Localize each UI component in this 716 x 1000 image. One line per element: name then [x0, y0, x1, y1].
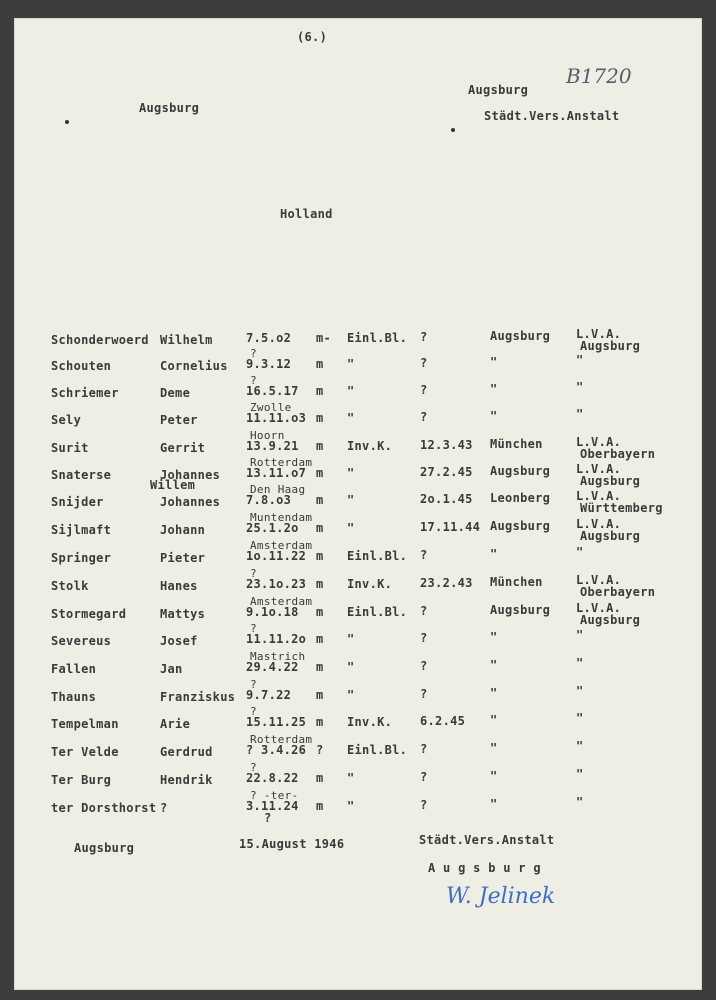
birth-date-cell: 29.4.22: [246, 660, 299, 674]
document-cell: Inv.K.: [347, 715, 393, 729]
document-cell: ": [347, 411, 355, 425]
surname-cell: Surit: [51, 441, 89, 455]
sex-cell: m: [316, 521, 324, 535]
date-cell: ?: [420, 548, 428, 562]
birth-place-cell: Rotterdam: [250, 733, 313, 746]
given-name-cell: Johannes: [160, 468, 221, 482]
sex-cell: m-: [316, 331, 332, 345]
birth-place-cell: ?: [250, 705, 257, 718]
sex-cell: m: [316, 411, 324, 425]
birth-place-cell: Hoorn: [250, 429, 285, 442]
document-cell: Inv.K.: [347, 439, 393, 453]
insurer-cell: ": [576, 767, 584, 781]
sex-cell: m: [316, 439, 324, 453]
city-cell: ": [490, 797, 498, 811]
document-cell: Einl.Bl.: [347, 549, 408, 563]
date-cell: 17.11.44: [420, 520, 481, 534]
city-cell: München: [490, 575, 543, 589]
archive-number: B1720: [566, 64, 632, 88]
given-name-cell: Josef: [160, 634, 198, 648]
sex-cell: ?: [316, 743, 324, 757]
surname-cell: Sijlmaft: [51, 523, 112, 537]
insurer-cell: ": [576, 711, 584, 725]
birth-place-cell: Den Haag: [250, 483, 306, 496]
document-cell: ": [347, 771, 355, 785]
insurer-cell: ": [576, 380, 584, 394]
given-name-cell: Gerrit: [160, 441, 206, 455]
given-name-cell: Gerdrud: [160, 745, 213, 759]
document-cell: ": [347, 384, 355, 398]
birth-date-cell: 7.5.o2: [246, 331, 292, 345]
trailing-mark: ?: [264, 811, 272, 825]
punch-dot: [65, 120, 69, 124]
insurer-cell: L.V.A.: [576, 327, 622, 341]
insurer-cell: ": [576, 628, 584, 642]
date-cell: ?: [420, 604, 428, 618]
birth-date-cell: 3.11.24: [246, 799, 299, 813]
insurer-region-cell: Augsburg: [580, 474, 641, 488]
birth-place-cell: Amsterdam: [250, 595, 313, 608]
given-name-cell: Deme: [160, 386, 191, 400]
date-cell: ?: [420, 742, 428, 756]
date-cell: ?: [420, 383, 428, 397]
signature: W. Jelinek: [446, 884, 556, 909]
insurer-cell: ": [576, 353, 584, 367]
birth-date-cell: 11.11.2o: [246, 632, 307, 646]
sex-cell: m: [316, 384, 324, 398]
insurer-cell: ": [576, 684, 584, 698]
birth-place-cell: ?: [250, 374, 257, 387]
birth-date-cell: 13.9.21: [246, 439, 299, 453]
sex-cell: m: [316, 688, 324, 702]
birth-date-cell: 25.1.2o: [246, 521, 299, 535]
sex-cell: m: [316, 549, 324, 563]
city-cell: München: [490, 437, 543, 451]
surname-cell: Schouten: [51, 359, 112, 373]
document-cell: ": [347, 521, 355, 535]
header-left-city: Augsburg: [139, 101, 200, 115]
sex-cell: m: [316, 799, 324, 813]
given-name-cell: ?: [160, 801, 168, 815]
insurer-region-cell: Augsburg: [580, 529, 641, 543]
date-cell: 6.2.45: [420, 714, 466, 728]
given-name-cell: Johann: [160, 523, 206, 537]
sex-cell: m: [316, 357, 324, 371]
surname-cell: Snijder: [51, 495, 104, 509]
document-cell: Einl.Bl.: [347, 743, 408, 757]
given-name-cell: Hendrik: [160, 773, 213, 787]
birth-date-cell: 7.8.o3: [246, 493, 292, 507]
city-cell: ": [490, 686, 498, 700]
surname-cell: Sely: [51, 413, 82, 427]
insurer-cell: L.V.A.: [576, 462, 622, 476]
birth-place-cell: ? -ter-: [250, 789, 299, 802]
surname-cell: Fallen: [51, 662, 97, 676]
birth-place-cell: Muntendam: [250, 511, 313, 524]
document-cell: Einl.Bl.: [347, 331, 408, 345]
insurer-cell: L.V.A.: [576, 517, 622, 531]
document-cell: ": [347, 493, 355, 507]
punch-dot: [451, 128, 455, 132]
insurer-region-cell: Augsburg: [580, 613, 641, 627]
surname-cell: Snaterse: [51, 468, 112, 482]
birth-place-cell: Rotterdam: [250, 456, 313, 469]
date-cell: ?: [420, 330, 428, 344]
given-name-cell: Hanes: [160, 579, 198, 593]
birth-place-cell: ?: [250, 622, 257, 635]
city-cell: ": [490, 713, 498, 727]
insurer-cell: ": [576, 739, 584, 753]
document-cell: ": [347, 632, 355, 646]
given-name-cell: Peter: [160, 413, 198, 427]
surname-cell: Stormegard: [51, 607, 127, 621]
given-name-cell: Jan: [160, 662, 183, 676]
surname-cell: ter Dorsthorst: [51, 801, 157, 815]
sex-cell: m: [316, 715, 324, 729]
page-number: (6.): [297, 30, 328, 44]
city-cell: ": [490, 658, 498, 672]
sex-cell: m: [316, 577, 324, 591]
birth-date-cell: 9.1o.18: [246, 605, 299, 619]
surname-cell: Schriemer: [51, 386, 119, 400]
city-cell: ": [490, 630, 498, 644]
footer-institution-city: A u g s b u r g: [428, 861, 541, 875]
surname-cell: Tempelman: [51, 717, 119, 731]
city-cell: Augsburg: [490, 519, 551, 533]
date-cell: ?: [420, 356, 428, 370]
birth-place-cell: ?: [250, 678, 257, 691]
date-cell: ?: [420, 687, 428, 701]
city-cell: ": [490, 547, 498, 561]
document-cell: ": [347, 799, 355, 813]
birth-date-cell: 1o.11.22: [246, 549, 307, 563]
birth-place-cell: ?: [250, 761, 257, 774]
insurer-cell: ": [576, 545, 584, 559]
sex-cell: m: [316, 632, 324, 646]
city-cell: Augsburg: [490, 603, 551, 617]
given-name-cell: Franziskus: [160, 690, 236, 704]
date-cell: 27.2.45: [420, 465, 473, 479]
given-name-extra-cell: Willem: [150, 478, 196, 492]
birth-place-cell: Amsterdam: [250, 539, 313, 552]
given-name-cell: Pieter: [160, 551, 206, 565]
surname-cell: Severeus: [51, 634, 112, 648]
given-name-cell: Cornelius: [160, 359, 228, 373]
birth-date-cell: 23.1o.23: [246, 577, 307, 591]
given-name-cell: Johannes: [160, 495, 221, 509]
footer-institution: Städt.Vers.Anstalt: [419, 833, 555, 847]
document-page: [14, 18, 702, 990]
birth-date-cell: ? 3.4.26: [246, 743, 307, 757]
document-cell: Inv.K.: [347, 577, 393, 591]
city-cell: ": [490, 355, 498, 369]
insurer-region-cell: Oberbayern: [580, 585, 656, 599]
surname-cell: Thauns: [51, 690, 97, 704]
insurer-cell: L.V.A.: [576, 435, 622, 449]
birth-place-cell: ?: [250, 347, 257, 360]
surname-cell: Springer: [51, 551, 112, 565]
sex-cell: m: [316, 466, 324, 480]
surname-cell: Stolk: [51, 579, 89, 593]
insurer-region-cell: Augsburg: [580, 339, 641, 353]
sex-cell: m: [316, 660, 324, 674]
footer-city: Augsburg: [74, 841, 135, 855]
document-cell: ": [347, 357, 355, 371]
birth-date-cell: 9.3.12: [246, 357, 292, 371]
city-cell: Augsburg: [490, 329, 551, 343]
header-right-city: Augsburg: [468, 83, 529, 97]
date-cell: ?: [420, 659, 428, 673]
sex-cell: m: [316, 493, 324, 507]
city-cell: Leonberg: [490, 491, 551, 505]
birth-date-cell: 11.11.o3: [246, 411, 307, 425]
date-cell: 2o.1.45: [420, 492, 473, 506]
document-cell: ": [347, 660, 355, 674]
given-name-cell: Wilhelm: [160, 333, 213, 347]
birth-date-cell: 15.11.25: [246, 715, 307, 729]
birth-date-cell: 9.7.22: [246, 688, 292, 702]
date-cell: 12.3.43: [420, 438, 473, 452]
birth-place-cell: Zwolle: [250, 401, 292, 414]
document-cell: ": [347, 688, 355, 702]
insurer-cell: L.V.A.: [576, 489, 622, 503]
given-name-cell: Mattys: [160, 607, 206, 621]
city-cell: ": [490, 409, 498, 423]
sex-cell: m: [316, 771, 324, 785]
city-cell: ": [490, 769, 498, 783]
date-cell: ?: [420, 410, 428, 424]
birth-place-cell: ?: [250, 567, 257, 580]
city-cell: ": [490, 382, 498, 396]
insurer-cell: ": [576, 407, 584, 421]
date-cell: ?: [420, 770, 428, 784]
date-cell: 23.2.43: [420, 576, 473, 590]
document-cell: ": [347, 466, 355, 480]
insurer-cell: ": [576, 656, 584, 670]
surname-cell: Schonderwoerd: [51, 333, 149, 347]
country-heading: Holland: [280, 207, 333, 221]
surname-cell: Ter Velde: [51, 745, 119, 759]
birth-date-cell: 16.5.17: [246, 384, 299, 398]
insurer-cell: L.V.A.: [576, 601, 622, 615]
insurer-cell: L.V.A.: [576, 573, 622, 587]
birth-place-cell: Mastrich: [250, 650, 306, 663]
date-cell: ?: [420, 798, 428, 812]
insurer-region-cell: Württemberg: [580, 501, 663, 515]
city-cell: ": [490, 741, 498, 755]
city-cell: Augsburg: [490, 464, 551, 478]
footer-date: 15.August 1946: [239, 837, 345, 851]
given-name-cell: Arie: [160, 717, 191, 731]
surname-cell: Ter Burg: [51, 773, 112, 787]
birth-date-cell: 22.8.22: [246, 771, 299, 785]
insurer-region-cell: Oberbayern: [580, 447, 656, 461]
birth-date-cell: 13.11.o7: [246, 466, 307, 480]
document-cell: Einl.Bl.: [347, 605, 408, 619]
insurer-cell: ": [576, 795, 584, 809]
sex-cell: m: [316, 605, 324, 619]
header-institution: Städt.Vers.Anstalt: [484, 109, 620, 123]
date-cell: ?: [420, 631, 428, 645]
